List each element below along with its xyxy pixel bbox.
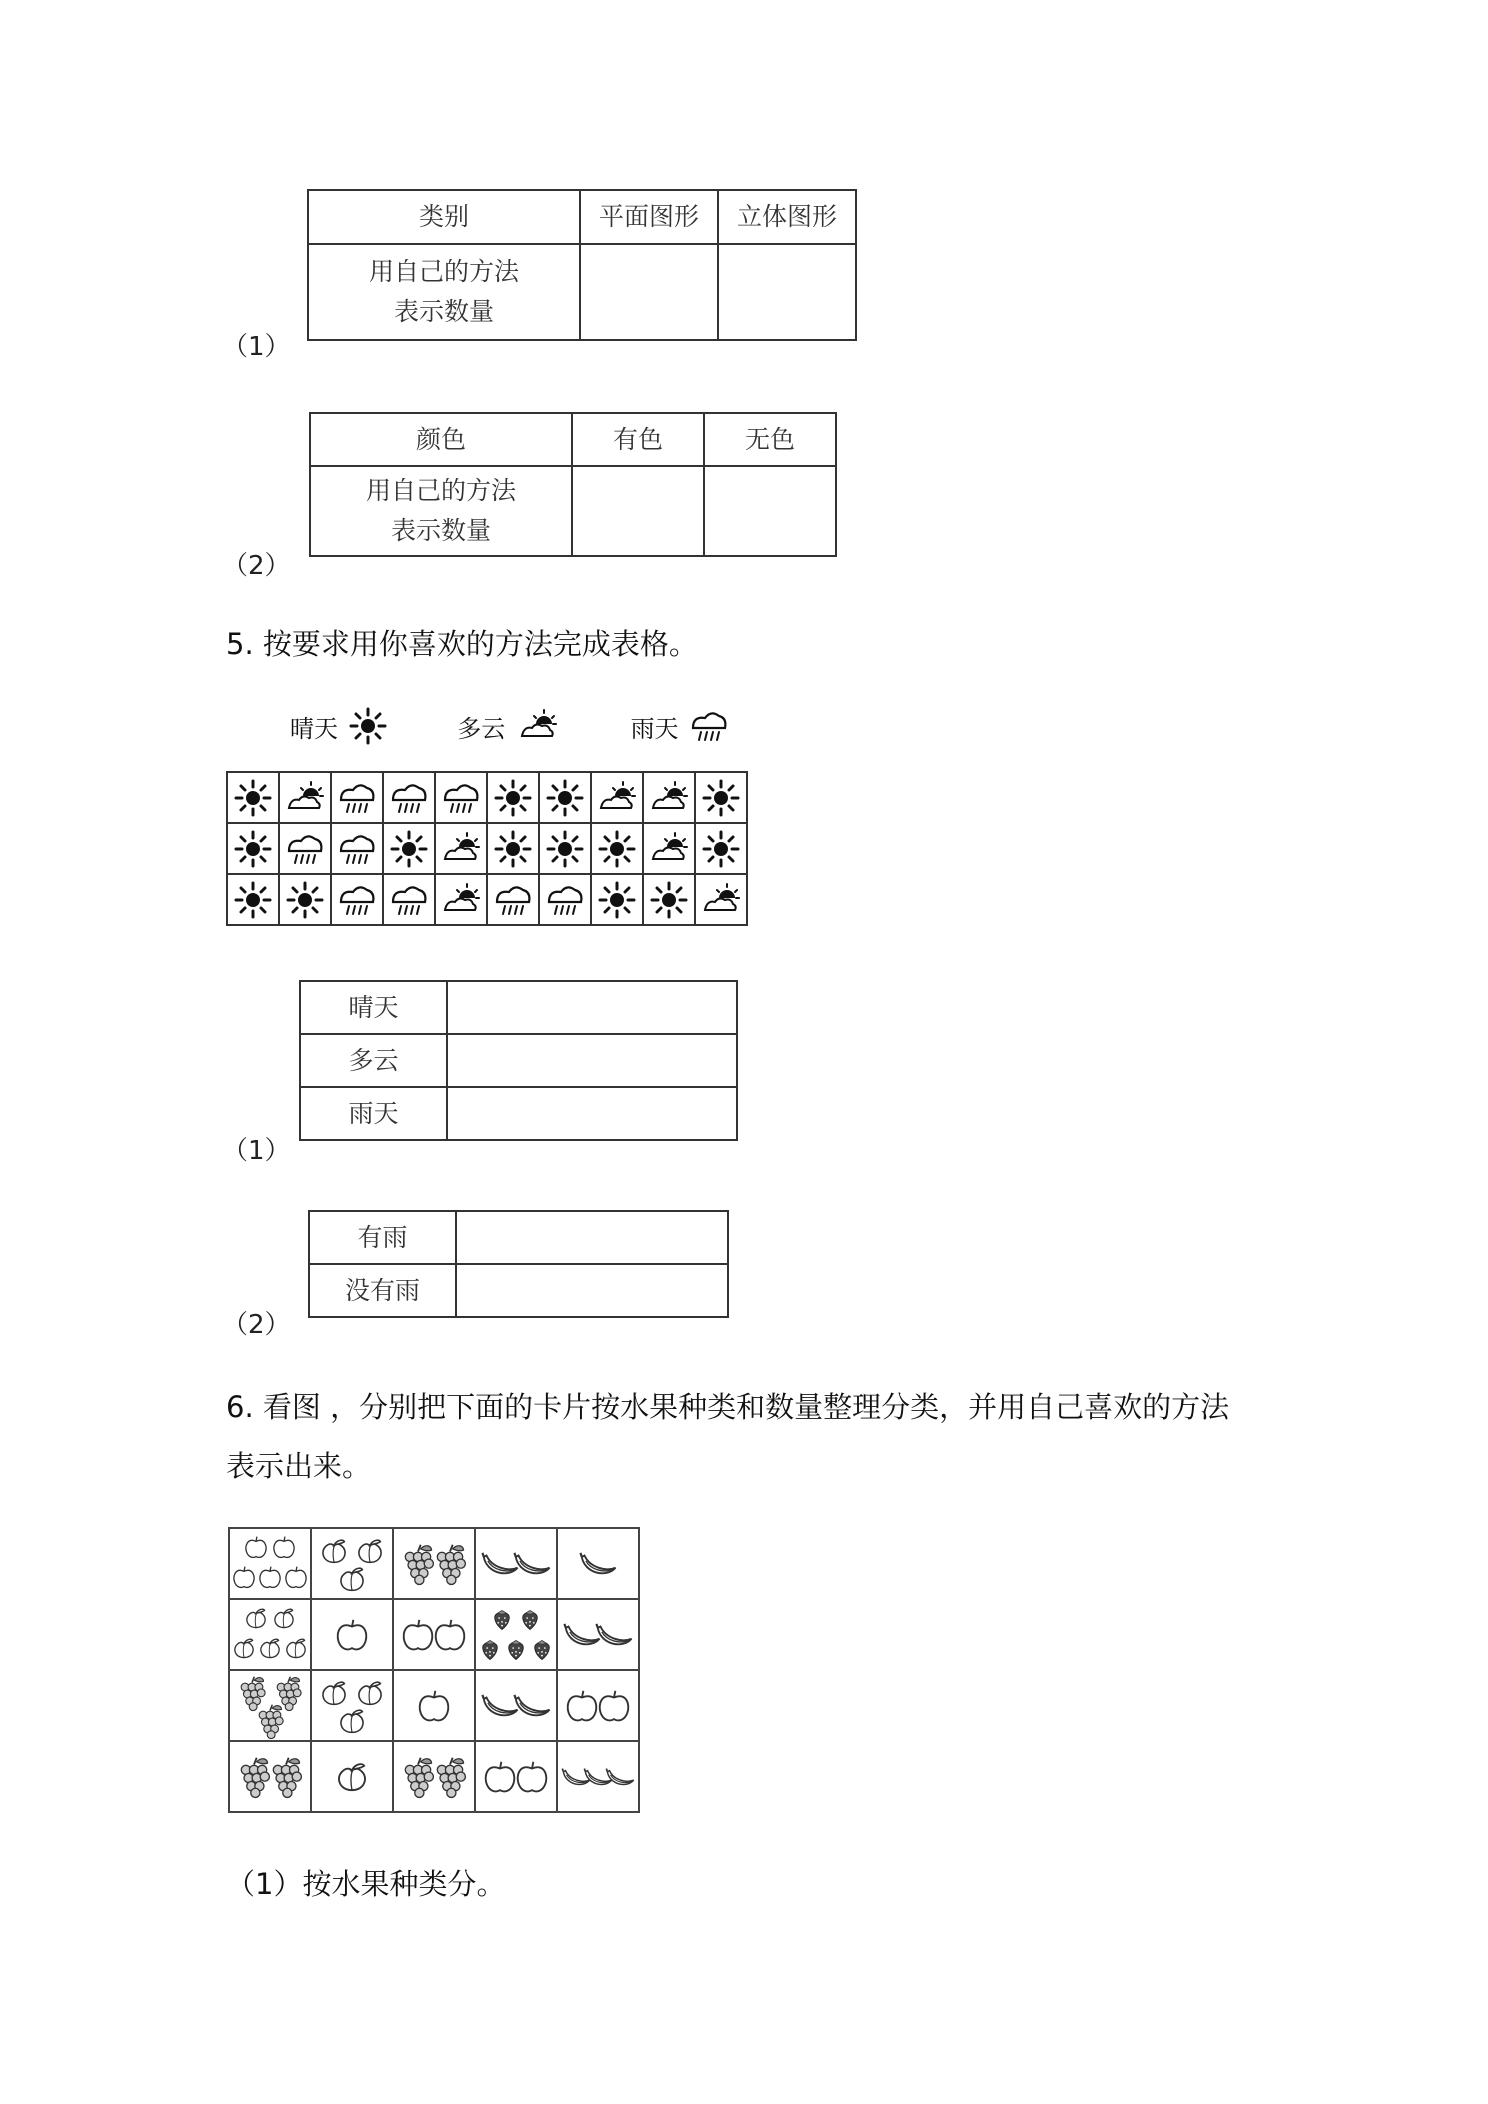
rain-icon xyxy=(440,778,482,818)
fruit-card-row xyxy=(229,1599,639,1670)
sun-cell xyxy=(695,823,747,874)
cloudy-icon xyxy=(440,829,482,869)
sun-cell xyxy=(539,823,591,874)
header-color: 颜色 xyxy=(310,413,572,466)
question-6-title-line2: 表示出来。 xyxy=(226,1449,372,1483)
answer-cell-plane[interactable] xyxy=(580,244,718,340)
fruit-card-apple xyxy=(557,1670,639,1741)
part-label: （2） xyxy=(222,551,291,581)
answer-cell-cloudy[interactable] xyxy=(447,1034,737,1087)
weather-grid-row xyxy=(227,874,747,925)
grape-icon xyxy=(230,1743,310,1811)
cloudy-cell xyxy=(695,874,747,925)
legend-label-sunny: 晴天 xyxy=(290,714,338,743)
fruit-card-banana xyxy=(557,1741,639,1812)
fruit-card-apple xyxy=(393,1670,475,1741)
table-rain-count xyxy=(308,1210,729,1318)
sun-icon xyxy=(233,880,273,920)
row-label-cloudy: 多云 xyxy=(300,1034,447,1087)
sun-icon xyxy=(701,829,741,869)
fruit-card-grape xyxy=(229,1670,311,1741)
fruit-card-banana xyxy=(557,1599,639,1670)
weather-legend xyxy=(290,706,732,746)
fruit-card-peach xyxy=(311,1528,393,1599)
cloudy-icon xyxy=(596,778,638,818)
fruit-card-banana xyxy=(475,1528,557,1599)
sun-icon xyxy=(597,880,637,920)
rain-cell xyxy=(331,772,383,823)
peach-icon xyxy=(312,1672,392,1740)
sun-icon xyxy=(649,880,689,920)
banana-icon xyxy=(558,1743,638,1811)
sun-cell xyxy=(591,874,643,925)
answer-cell-colorless[interactable] xyxy=(704,466,836,556)
rain-icon xyxy=(388,778,430,818)
rain-icon xyxy=(388,880,430,920)
fruit-card-apple xyxy=(311,1599,393,1670)
cloudy-cell xyxy=(435,823,487,874)
apple-icon xyxy=(312,1601,392,1669)
apple-icon xyxy=(394,1601,474,1669)
rain-icon xyxy=(336,778,378,818)
fruit-card-grape xyxy=(393,1741,475,1812)
sun-cell xyxy=(591,823,643,874)
row-label-line2: 表示数量 xyxy=(390,516,491,545)
banana-icon xyxy=(558,1530,638,1598)
rain-cell xyxy=(383,874,435,925)
part-label: （2） xyxy=(222,1310,291,1340)
sun-icon xyxy=(545,778,585,818)
peach-icon xyxy=(312,1530,392,1598)
peach-icon xyxy=(230,1601,310,1669)
rain-cell xyxy=(383,772,435,823)
question-6-sub1: （1）按水果种类分。 xyxy=(226,1867,506,1901)
rain-cell xyxy=(539,874,591,925)
sun-icon xyxy=(701,778,741,818)
question-6-title-line1: 6. 看图 ，分别把下面的卡片按水果种类和数量整理分类，并用自己喜欢的方法 xyxy=(226,1390,1230,1424)
apple-icon xyxy=(394,1672,474,1740)
banana-icon xyxy=(476,1530,556,1598)
sun-cell xyxy=(227,874,279,925)
fruit-card-strawberry xyxy=(475,1599,557,1670)
sun-cell xyxy=(383,823,435,874)
fruit-card-apple xyxy=(475,1741,557,1812)
apple-icon xyxy=(558,1672,638,1740)
row-label-rainy: 雨天 xyxy=(300,1087,447,1140)
sun-icon xyxy=(233,778,273,818)
sun-cell xyxy=(487,823,539,874)
question-5-title: 5. 按要求用你喜欢的方法完成表格。 xyxy=(226,627,698,661)
sun-cell xyxy=(539,772,591,823)
sun-cell xyxy=(487,772,539,823)
grape-icon xyxy=(394,1743,474,1811)
row-label-sunny: 晴天 xyxy=(300,981,447,1034)
sun-icon xyxy=(597,829,637,869)
sun-cell xyxy=(279,874,331,925)
sun-cell xyxy=(643,874,695,925)
sun-icon xyxy=(493,829,533,869)
answer-cell-has-rain[interactable] xyxy=(456,1211,728,1264)
answer-cell-no-rain[interactable] xyxy=(456,1264,728,1317)
cloudy-icon xyxy=(284,778,326,818)
fruit-card-peach xyxy=(311,1741,393,1812)
answer-cell-solid[interactable] xyxy=(718,244,856,340)
banana-icon xyxy=(476,1672,556,1740)
legend-label-cloudy: 多云 xyxy=(457,714,506,743)
fruit-card-grape xyxy=(393,1528,475,1599)
sun-cell xyxy=(227,772,279,823)
row-label-line1: 用自己的方法 xyxy=(365,476,516,505)
fruit-card-row xyxy=(229,1528,639,1599)
banana-icon xyxy=(558,1601,638,1669)
sun-icon xyxy=(346,706,390,746)
strawberry-icon xyxy=(476,1601,556,1669)
table-weather-count xyxy=(299,980,738,1141)
sun-icon xyxy=(233,829,273,869)
rain-icon xyxy=(336,829,378,869)
peach-icon xyxy=(312,1743,392,1811)
fruit-card-row xyxy=(229,1741,639,1812)
row-label-no-rain: 没有雨 xyxy=(309,1264,456,1317)
cloudy-cell xyxy=(643,772,695,823)
cloudy-cell xyxy=(643,823,695,874)
cloudy-cell xyxy=(435,874,487,925)
header-solid-figure: 立体图形 xyxy=(718,190,856,244)
row-label-line2: 表示数量 xyxy=(393,297,494,326)
rain-icon xyxy=(336,880,378,920)
table-color-category xyxy=(309,412,837,557)
cloudy-icon xyxy=(513,706,563,746)
fruit-card-apple xyxy=(229,1528,311,1599)
fruit-card-banana xyxy=(475,1670,557,1741)
row-label-has-rain: 有雨 xyxy=(309,1211,456,1264)
part-label: （1） xyxy=(222,332,291,362)
row-label-line1: 用自己的方法 xyxy=(368,257,519,286)
sun-icon xyxy=(493,778,533,818)
rain-cell xyxy=(435,772,487,823)
weather-grid xyxy=(226,771,748,926)
rain-icon xyxy=(686,706,732,746)
rain-cell xyxy=(487,874,539,925)
header-colorless: 无色 xyxy=(704,413,836,466)
fruit-card-peach xyxy=(311,1670,393,1741)
fruit-card-grape xyxy=(229,1741,311,1812)
rain-cell xyxy=(331,874,383,925)
header-plane-figure: 平面图形 xyxy=(580,190,718,244)
sun-icon xyxy=(545,829,585,869)
sun-cell xyxy=(227,823,279,874)
fruit-card-apple xyxy=(393,1599,475,1670)
answer-cell-sunny[interactable] xyxy=(447,981,737,1034)
fruit-card-grid xyxy=(228,1527,640,1813)
rain-cell xyxy=(279,823,331,874)
rain-icon xyxy=(544,880,586,920)
fruit-card-peach xyxy=(229,1599,311,1670)
weather-grid-row xyxy=(227,823,747,874)
apple-icon xyxy=(230,1530,310,1598)
weather-grid-row xyxy=(227,772,747,823)
answer-cell-colored[interactable] xyxy=(572,466,704,556)
rain-cell xyxy=(331,823,383,874)
sun-icon xyxy=(389,829,429,869)
part-label: （1） xyxy=(222,1136,291,1166)
sun-icon xyxy=(285,880,325,920)
cloudy-icon xyxy=(648,778,690,818)
cloudy-icon xyxy=(440,880,482,920)
cloudy-cell xyxy=(591,772,643,823)
rain-icon xyxy=(492,880,534,920)
legend-label-rainy: 雨天 xyxy=(630,714,679,743)
table-shape-category xyxy=(307,189,857,341)
cloudy-cell xyxy=(279,772,331,823)
header-colored: 有色 xyxy=(572,413,704,466)
rain-icon xyxy=(284,829,326,869)
sun-cell xyxy=(695,772,747,823)
fruit-card-banana xyxy=(557,1528,639,1599)
cloudy-icon xyxy=(648,829,690,869)
fruit-card-row xyxy=(229,1670,639,1741)
answer-cell-rainy[interactable] xyxy=(447,1087,737,1140)
header-category: 类别 xyxy=(308,190,580,244)
row-label-quantity xyxy=(308,244,580,340)
cloudy-icon xyxy=(700,880,742,920)
row-label-quantity xyxy=(310,466,572,556)
apple-icon xyxy=(476,1743,556,1811)
grape-icon xyxy=(394,1530,474,1598)
grape-icon xyxy=(230,1672,310,1740)
